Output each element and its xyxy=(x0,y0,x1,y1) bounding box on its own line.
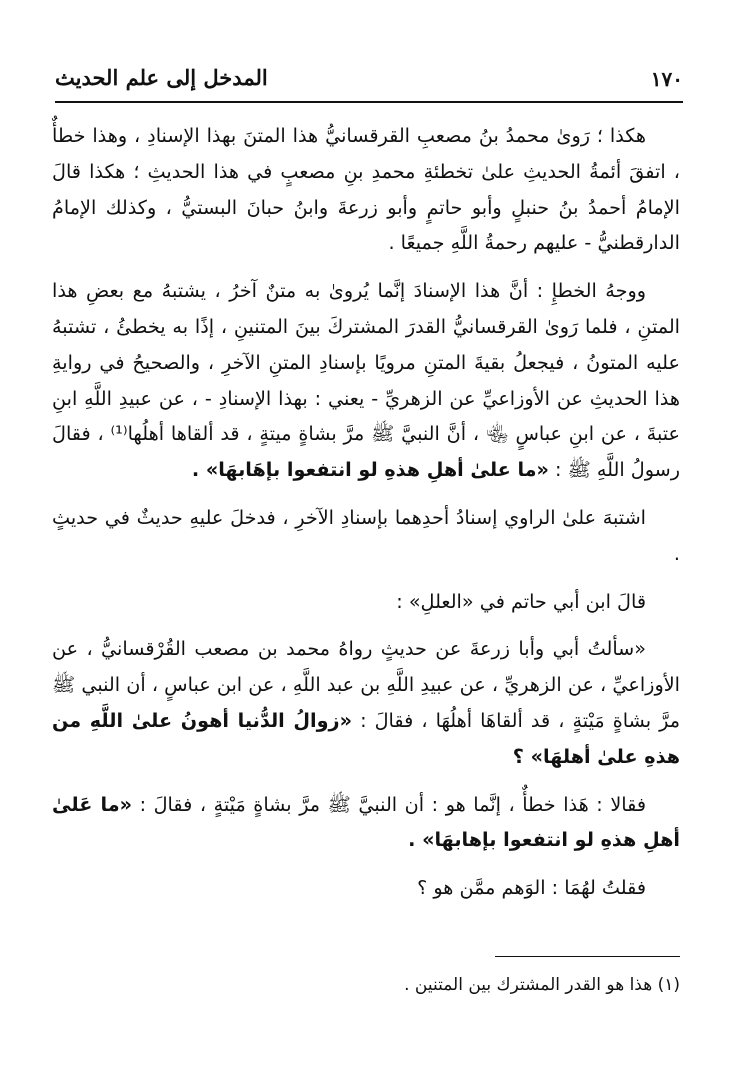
paragraph-6 xyxy=(52,787,680,859)
page-number: ١٧٠ xyxy=(650,67,683,91)
paragraph-4: قالَ ابن أبي حاتم في «العللِ» : xyxy=(396,589,646,613)
header-rule xyxy=(55,101,683,103)
paragraph-5-text: «سألتُ أبي وأبا زرعةَ عن حديثٍ رواهُ محمد بن مصعب القُرْقسانيُّ ، عن الأوزاعيِّ ، عن الزهريِّ ، عن عبيدِ اللَّهِ بن عبد اللَّهِ ، عن ابن عباسٍ ، أن النبي ﷺ مرَّ بشاةٍ مَيْتةٍ ، قد ألقاهَا أهلُهَا ، فقالَ : xyxy=(52,637,681,732)
paragraph-1: هكذا ؛ رَوىٰ محمدُ بنُ مصعبِ القرقسانيُّ هذا المتنَ بهذا الإسنادِ ، وهذا خطأٌ ، اتفقَ أئمةُ الحديثِ علىٰ تخطئةِ محمدِ بنِ مصعبٍ في هذا الحديثِ ؛ هكذا قالَ الإمامُ أحمدُ بنُ حنبلٍ وأبو حاتمٍ وأبو زرعةَ وابنُ حبانَ البستيُّ ، وكذلك الإمامُ الدارقطنيُّ - عليهم رحمةُ اللَّهِ جميعًا . xyxy=(52,124,680,255)
page-header xyxy=(55,55,683,97)
running-title: المدخل إلى علم الحديث xyxy=(55,65,268,90)
paragraph-2-text: ووجهُ الخطإِ : أنَّ هذا الإسنادَ إنَّما يُروىٰ به متنٌ آخرُ ، يشتبهُ مع بعضِ هذا المتنِ ، فلما رَوىٰ القرقسانيُّ القدرَ المشتركَ بينَ المتنينِ ، إذًا به يخطئُ ، تشتبهُ عليه المتونُ ، فيجعلُ بقيةَ المتنِ مرويًا بإسنادِ المتنِ الآخرِ ، والصحيحُ في روايةِ هذا الحديثِ عن الأوزاعيِّ عن الزهريِّ - يعني : بهذا الإسنادِ - ، عن عبيدِ اللَّهِ ابنِ عتبةَ ، عن ابنِ عباسٍ ﵄ ، أنَّ النبيَّ ﷺ مرَّ بشاةٍ ميتةٍ ، قد ألقاها أهلُها⁽¹⁾ ، فقالَ رسولُ اللَّهِ ﷺ : xyxy=(52,279,681,482)
quote-2: «زوالُ الدُّنيا أهونُ علىٰ اللَّهِ من هذهِ علىٰ أهلهَا» ؟ xyxy=(52,708,680,768)
paragraph-7: فقلتُ لهُمَا : الوَهم ممَّن هو ؟ xyxy=(417,876,646,900)
footnote: (١) هذا هو القدر المشترك بين المتنين . xyxy=(404,975,680,995)
paragraph-6-text: فقالا : هَذا خطأٌ ، إنَّما هو : أن النبيَّ ﷺ مرَّ بشاةٍ مَيْتةٍ ، فقالَ : xyxy=(139,792,647,816)
footnote-rule xyxy=(495,956,680,957)
paragraph-2 xyxy=(52,273,680,488)
paragraph-3: اشتبهَ علىٰ الراوي إسنادُ أحدِهما بإسنادِ الآخرِ ، فدخلَ عليهِ حديثٌ في حديثٍ . xyxy=(52,505,680,565)
quote-1: «ما علىٰ أهلِ هذهِ لو انتفعوا بإهَابهَا» . xyxy=(191,458,549,482)
quote-3: «ما عَلىٰ أهلِ هذهِ لو انتفعوا بإهابهَا» . xyxy=(52,792,680,852)
page-body xyxy=(52,118,680,918)
paragraph-5 xyxy=(52,631,680,774)
